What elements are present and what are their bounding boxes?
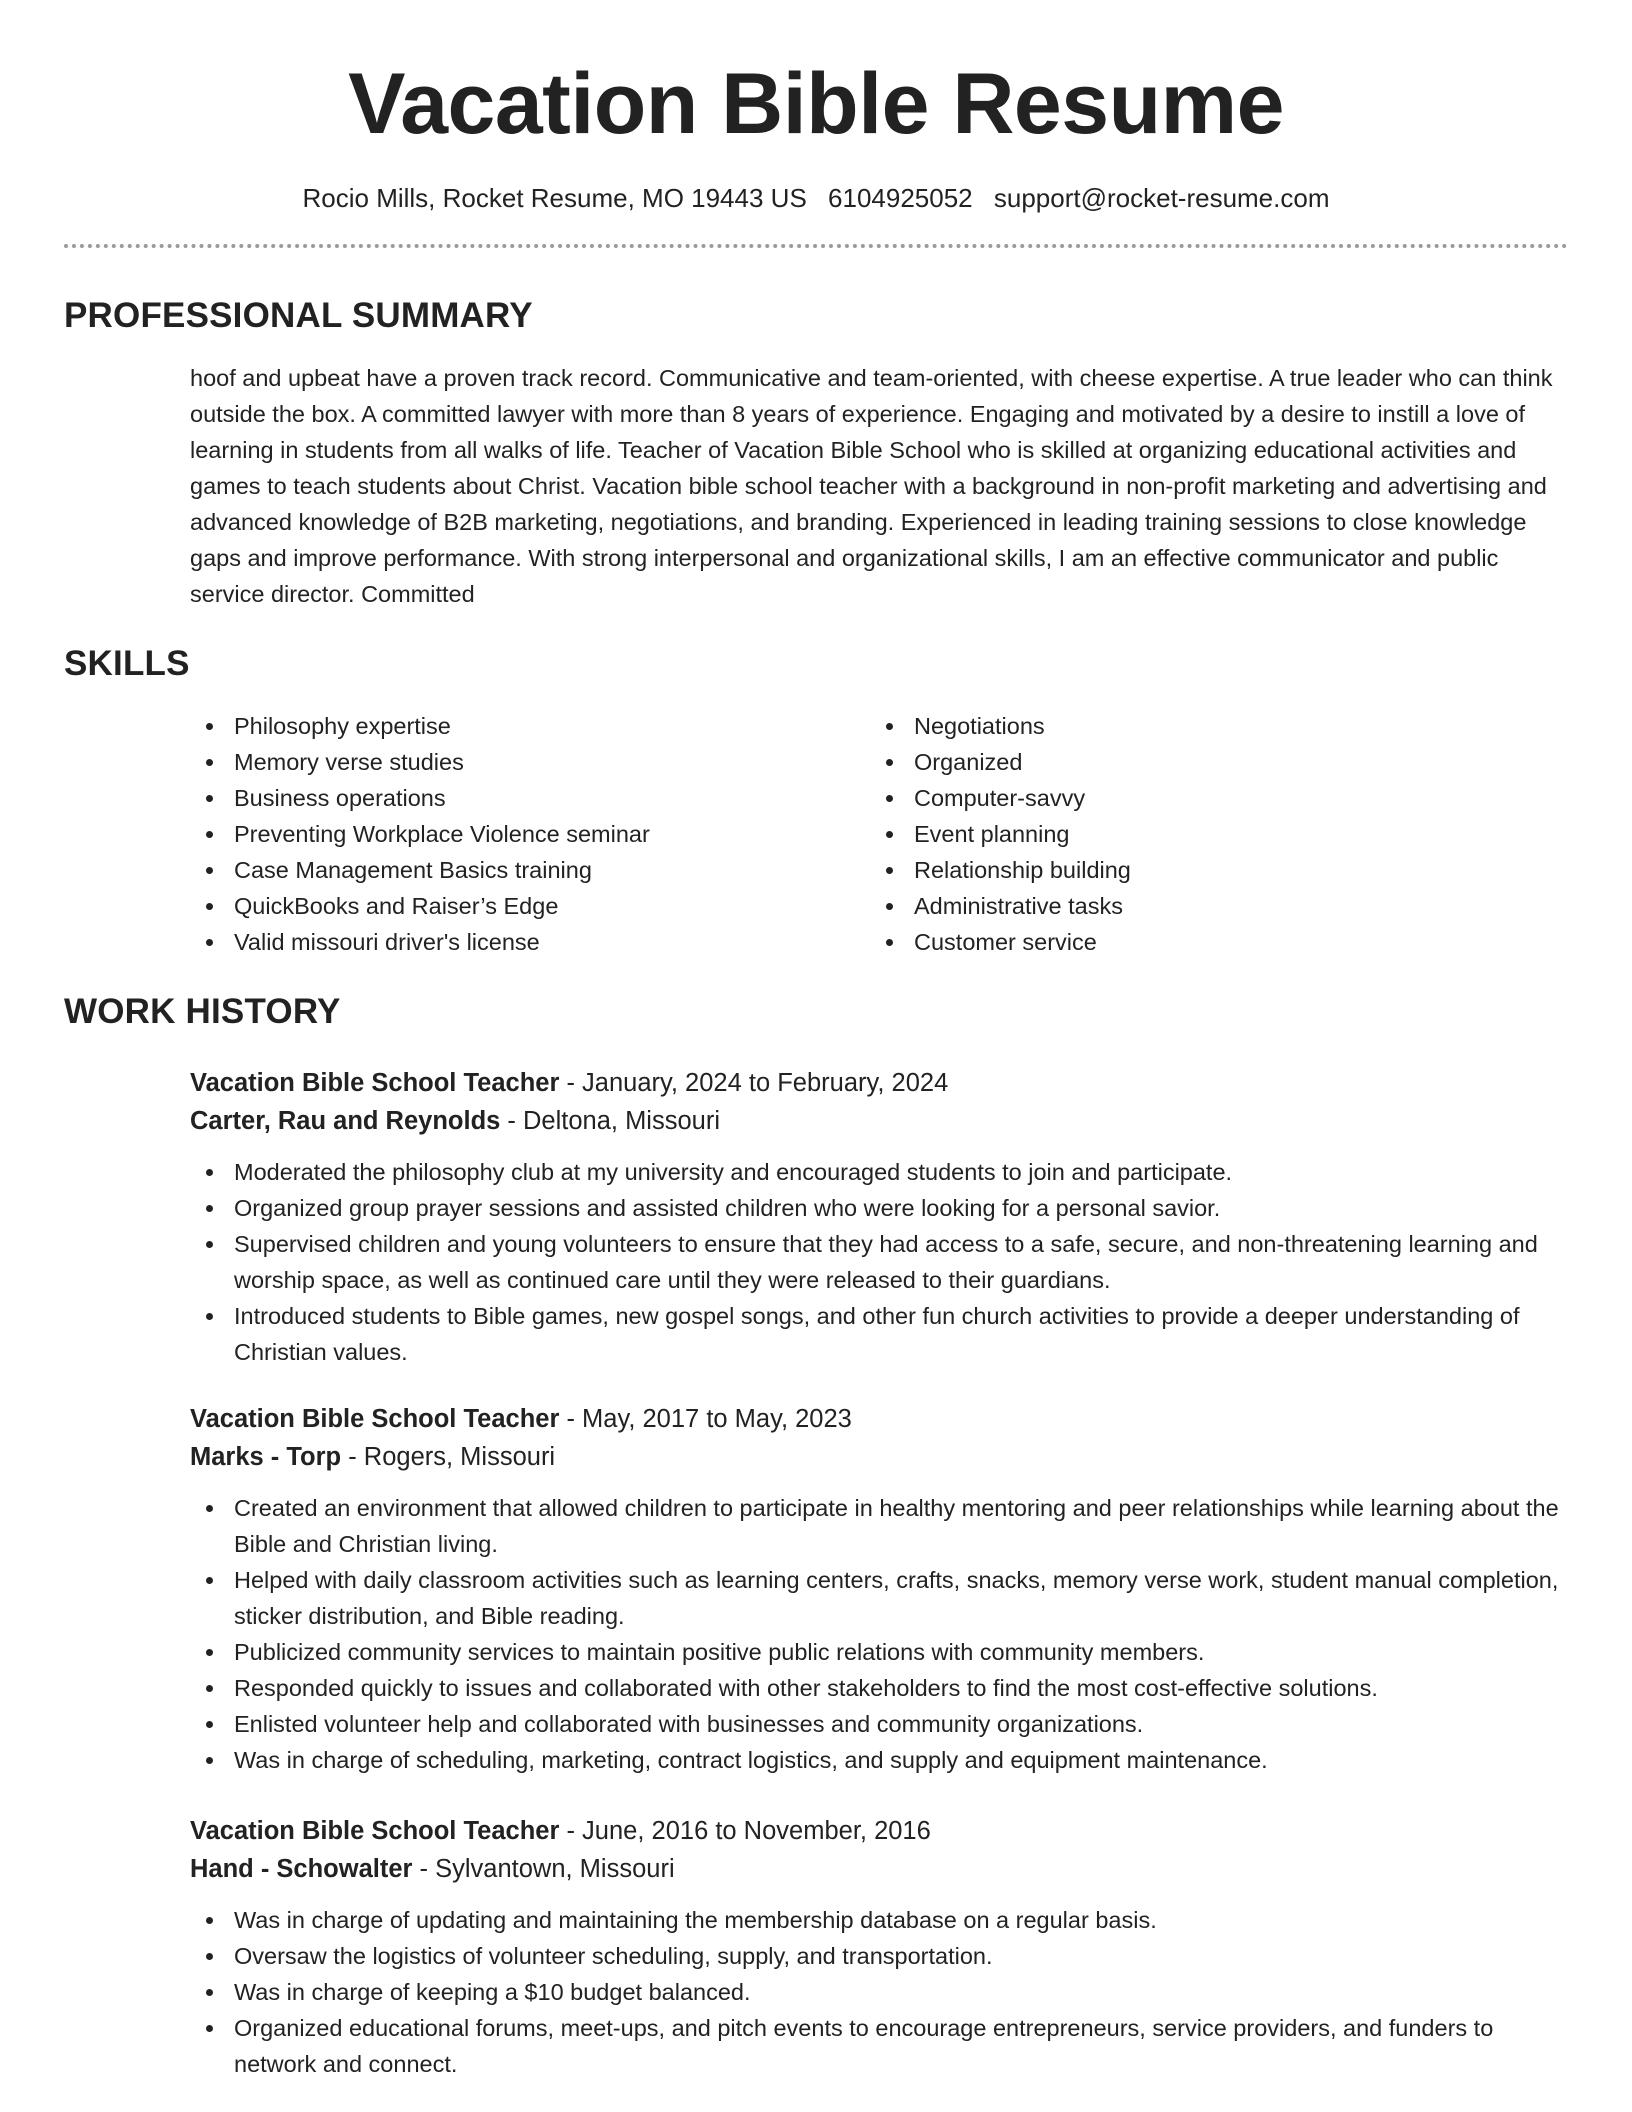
contact-phone: 6104925052 (828, 183, 973, 213)
job-bullet: Enlisted volunteer help and collaborated with businesses and community organizations. (190, 1706, 1568, 1742)
skills-columns (190, 708, 1568, 960)
job-title-line (190, 1812, 1568, 1850)
job-bullet: Publicized community services to maintain positive public relations with community members. (190, 1634, 1568, 1670)
work-heading: WORK HISTORY (64, 992, 341, 1031)
skills-heading: SKILLS (64, 644, 190, 683)
job-entry (190, 1064, 1568, 1370)
skill-item: Computer-savvy (870, 780, 1550, 816)
resume-title: Vacation Bible Resume (348, 56, 1284, 152)
skill-item: Administrative tasks (870, 888, 1550, 924)
skill-item: Preventing Workplace Violence seminar (190, 816, 870, 852)
summary-text: hoof and upbeat have a proven track record. Communicative and team-oriented, with cheese expertise. A true leader who can think outside the box. A committed lawyer with more than 8 years of experience. Engaging and motivated by a desire to instill a love of learning in students from all walks of life. Teacher of Vacation Bible School who is skilled at organizing educational activities and games to teach students about Christ. Vacation bible school teacher with a background in non-profit marketing and advertising and advanced knowledge of B2B marketing, negotiations, and branding. Experienced in leading training sessions to close knowledge gaps and improve performance. With strong interpersonal and organizational skills, I am an effective communicator and public service director. Committed (190, 365, 1553, 607)
job-bullet: Created an environment that allowed children to participate in healthy mentoring and peer relationships while learning about the Bible and Christian living. (190, 1490, 1568, 1562)
skill-item: QuickBooks and Raiser’s Edge (190, 888, 870, 924)
resume-page (64, 0, 1568, 2082)
job-company-line (190, 1850, 1568, 1888)
summary-heading: PROFESSIONAL SUMMARY (64, 296, 533, 335)
job-dates: - January, 2024 to February, 2024 (559, 1069, 949, 1097)
header-divider (64, 244, 1568, 248)
job-bullet: Was in charge of keeping a $10 budget balanced. (190, 1974, 1568, 2010)
summary-section (64, 294, 1568, 612)
skills-list-right (870, 708, 1550, 960)
skill-item: Event planning (870, 816, 1550, 852)
skill-item: Business operations (190, 780, 870, 816)
job-bullet: Was in charge of updating and maintaining the membership database on a regular basis. (190, 1902, 1568, 1938)
job-bullet: Supervised children and young volunteers to ensure that they had access to a safe, secure, and non-threatening learning and worship space, as well as continued care until they were released to their guardians. (190, 1226, 1568, 1298)
skill-item: Negotiations (870, 708, 1550, 744)
job-bullets (190, 1490, 1568, 1778)
job-location: - Deltona, Missouri (500, 1107, 720, 1135)
job-title: Vacation Bible School Teacher (190, 1817, 560, 1845)
job-bullet: Was in charge of scheduling, marketing, contract logistics, and supply and equipment maintenance. (190, 1742, 1568, 1778)
skill-item: Case Management Basics training (190, 852, 870, 888)
job-bullet: Organized group prayer sessions and assisted children who were looking for a personal savior. (190, 1190, 1568, 1226)
contact-email: support@rocket-resume.com (993, 183, 1330, 213)
job-bullet: Organized educational forums, meet-ups, and pitch events to encourage entrepreneurs, service providers, and funders to network and connect. (190, 2010, 1568, 2082)
job-dates: - May, 2017 to May, 2023 (559, 1405, 852, 1433)
skill-item: Relationship building (870, 852, 1550, 888)
contact-line (64, 180, 1568, 216)
job-location: - Rogers, Missouri (341, 1443, 556, 1471)
job-location: - Sylvantown, Missouri (412, 1855, 675, 1883)
job-company: Marks - Torp (190, 1443, 342, 1471)
job-title-line (190, 1400, 1568, 1438)
skill-item: Philosophy expertise (190, 708, 870, 744)
contact-address: Rocio Mills, Rocket Resume, MO 19443 US (302, 183, 807, 213)
job-company: Carter, Rau and Reynolds (190, 1107, 501, 1135)
skill-item: Valid missouri driver's license (190, 924, 870, 960)
skill-item: Organized (870, 744, 1550, 780)
job-title: Vacation Bible School Teacher (190, 1405, 560, 1433)
job-bullet: Moderated the philosophy club at my university and encouraged students to join and participate. (190, 1154, 1568, 1190)
skill-item: Memory verse studies (190, 744, 870, 780)
job-bullet: Oversaw the logistics of volunteer scheduling, supply, and transportation. (190, 1938, 1568, 1974)
job-entry (190, 1400, 1568, 1778)
skill-item: Customer service (870, 924, 1550, 960)
job-company-line (190, 1438, 1568, 1476)
job-company: Hand - Schowalter (190, 1855, 413, 1883)
skills-section (64, 642, 1568, 960)
job-dates: - June, 2016 to November, 2016 (559, 1817, 931, 1845)
job-bullet: Introduced students to Bible games, new gospel songs, and other fun church activities to provide a deeper understanding of Christian values. (190, 1298, 1568, 1370)
job-company-line (190, 1102, 1568, 1140)
skills-list-left (190, 708, 870, 960)
job-title-line (190, 1064, 1568, 1102)
work-section (64, 990, 1568, 2082)
job-bullet: Responded quickly to issues and collaborated with other stakeholders to find the most cost-effective solutions. (190, 1670, 1568, 1706)
job-entry (190, 1812, 1568, 2082)
job-bullets (190, 1902, 1568, 2082)
job-bullets (190, 1154, 1568, 1370)
job-title: Vacation Bible School Teacher (190, 1069, 560, 1097)
job-bullet: Helped with daily classroom activities such as learning centers, crafts, snacks, memory verse work, student manual completion, sticker distribution, and Bible reading. (190, 1562, 1568, 1634)
